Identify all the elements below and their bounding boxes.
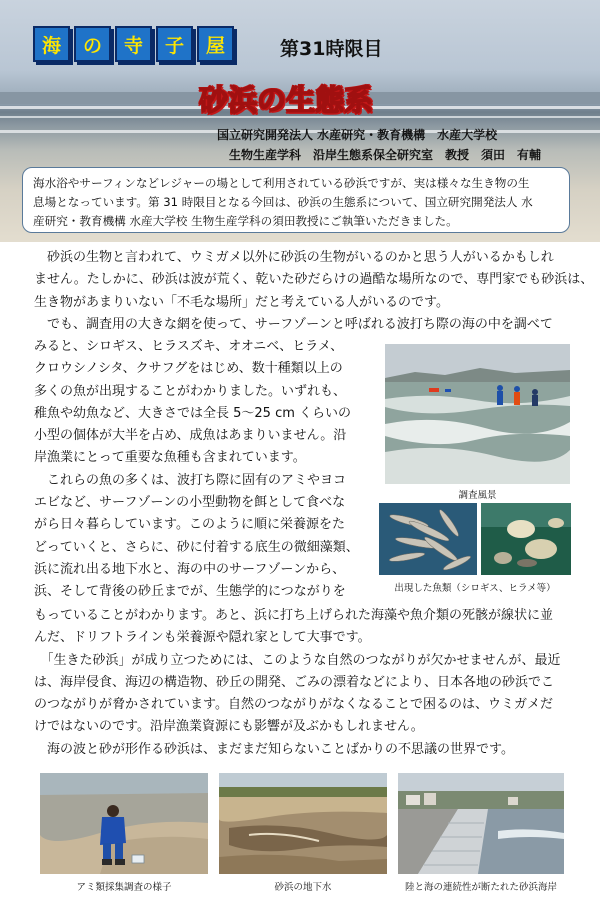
body-line: がら日々暮らしています。このように順に栄養源をた	[34, 517, 345, 533]
intro-line: 産研究・教育機構 水産大学校 生物生産学科の須田教授にご執筆いただきました。	[33, 214, 458, 228]
series-logo	[33, 26, 234, 62]
body-line: エビなど、サーフゾーンの小型動物を餌として食べな	[34, 495, 346, 511]
logo-cube: の	[74, 26, 111, 62]
body-paragraph-3	[34, 605, 594, 761]
survey-caption: 調査風景	[458, 490, 497, 501]
body-line: 「生きた砂浜」が成り立つためには、このような自然のつながりが欠かせませんが、最近	[34, 652, 561, 668]
logo-cube: 寺	[115, 26, 152, 62]
intro-line: 息場となっています。第 31 時限目となる今回は、砂浜の生態系について、国立研究開発法人 水	[33, 195, 533, 209]
page-title: 砂浜の生態系	[199, 83, 374, 117]
body-line: 海の波と砂が形作る砂浜は、まだまだ知らないことばかりの不思議の世界です。	[34, 741, 514, 757]
seawall-photo	[398, 773, 564, 874]
body-line: クロウシノシタ、クサフグをはじめ、数十種類以上の	[34, 361, 343, 377]
body-line: 生き物があまりいない「不毛な場所」だと考えている人がいるのです。	[34, 294, 449, 310]
fish-photo-right	[481, 503, 571, 575]
body-line: のつながりが脅かされています。自然のつながりがなくなることで困るのは、ウミガメだ	[34, 697, 553, 713]
body-line: は、海岸侵食、海辺の構造物、砂丘の開発、ごみの漂着などにより、日本各地の砂浜でこ	[34, 674, 555, 690]
body-line: 小型の個体が大半を占め、成魚はあまりいません。沿	[34, 428, 347, 444]
body-line: どっていくと、さらに、砂に付着する底生の微細藻類、	[34, 539, 359, 555]
body-line: みると、シロギス、ヒラスズキ、オオニベ、ヒラメ、	[34, 339, 344, 354]
logo-cube: 屋	[197, 26, 234, 62]
body-line: 稚魚や幼魚など、大きさでは全長 5〜25 cm くらいの	[34, 405, 352, 421]
logo-cube: 海	[33, 26, 70, 62]
photo1-caption: アミ類採集調査の様子	[76, 882, 172, 893]
author-name: 生物生産学科 沿岸生態系保全研究室 教授 須田 有輔	[229, 148, 542, 162]
intro-box	[22, 167, 570, 233]
fish-caption: 出現した魚類（シロギス、ヒラメ等）	[394, 583, 556, 594]
body-paragraph-1	[34, 247, 594, 336]
body-line: 多くの魚が出現することがわかりました。いずれも、	[34, 383, 347, 399]
body-paragraph-2	[34, 336, 374, 604]
body-line: ません。たしかに、砂浜は波が荒く、乾いた砂だらけの過酷な場所なので、専門家でも砂浜は、	[34, 272, 594, 288]
groundwater-photo	[219, 773, 387, 874]
mysid-survey-photo	[40, 773, 208, 874]
body-line: 浜、そして背後の砂丘までが、生態学的につながりを	[34, 584, 346, 600]
body-line: もっていることがわかります。あと、浜に打ち上げられた海藻や魚介類の死骸が線状に並	[34, 608, 553, 623]
logo-cube: 子	[156, 26, 193, 62]
body-line: けではないのです。沿岸漁業資源にも影響が及ぶかもしれません。	[34, 719, 424, 735]
header-banner	[0, 0, 600, 242]
fish-photo-left	[379, 503, 477, 575]
survey-photo	[385, 344, 570, 484]
author-affiliation: 国立研究開発法人 水産研究・教育機構 水産大学校	[217, 128, 498, 142]
body-line: 砂浜の生物と言われて、ウミガメ以外に砂浜の生物がいるのかと思う人がいるかもしれ	[34, 250, 554, 265]
photo2-caption: 砂浜の地下水	[274, 882, 332, 893]
body-line: 浜に流れ出る地下水と、海の中のサーフゾーンから、	[34, 561, 346, 577]
survey-photo-image	[385, 344, 570, 484]
body-line: これらの魚の多くは、波打ち際に固有のアミやヨコ	[34, 472, 347, 488]
body-line: 岸漁業にとって重要な魚種も含まれています。	[34, 450, 306, 466]
intro-line: 海水浴やサーフィンなどレジャーの場として利用されている砂浜ですが、実は様々な生き物の生	[33, 176, 530, 190]
body-line: でも、調査用の大きな網を使って、サーフゾーンと呼ばれる波打ち際の海の中を調べて	[34, 316, 553, 332]
photo3-caption: 陸と海の連続性が断たれた砂浜海岸	[404, 882, 557, 893]
lesson-number: 第31時限目	[280, 38, 383, 60]
body-line: んだ、ドリフトラインも栄養源や隠れ家として大事です。	[34, 630, 371, 646]
